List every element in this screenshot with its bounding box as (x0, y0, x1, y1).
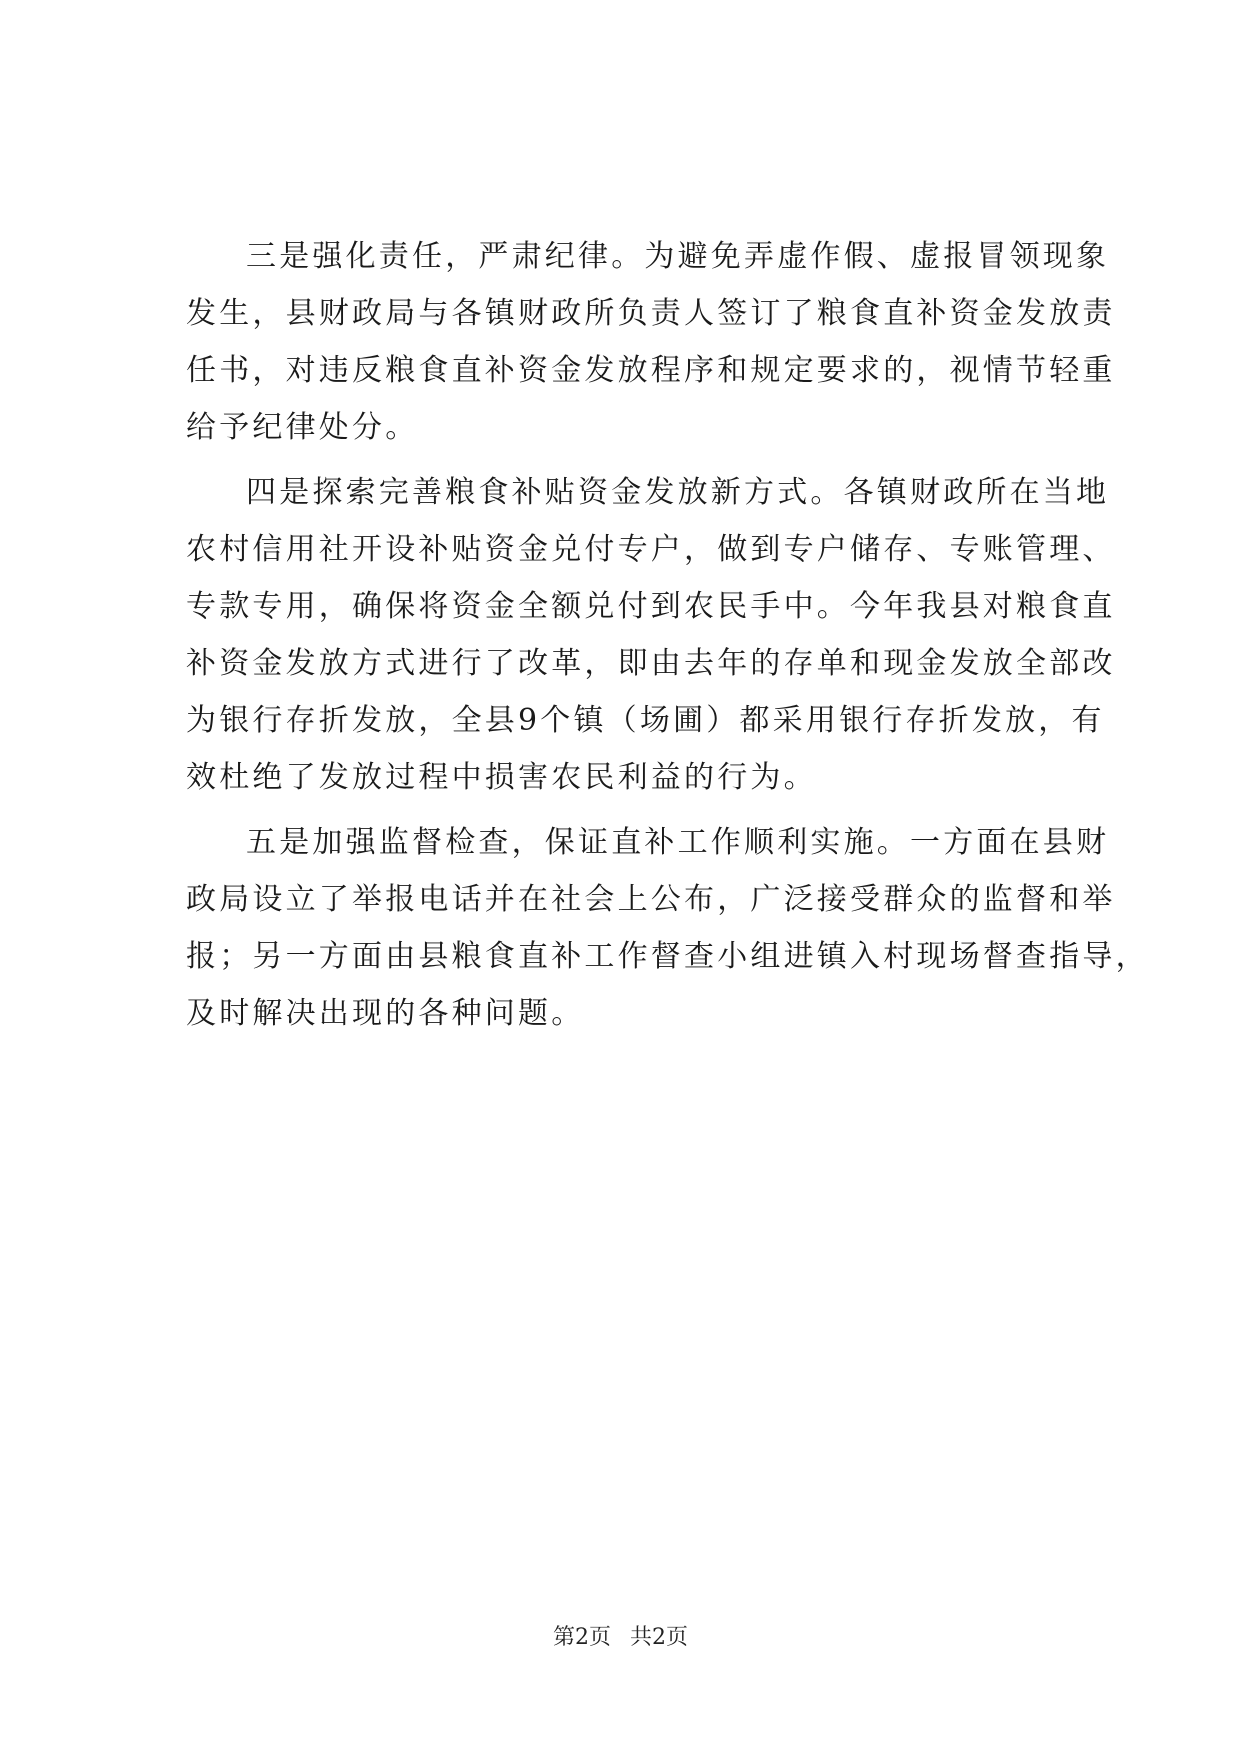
page-number-current: 第2页 (553, 1625, 611, 1650)
paragraph-responsibility (186, 228, 1116, 456)
paragraph-line: 任书，对违反粮食直补资金发放程序和规定要求的，视情节轻重 (186, 353, 1116, 388)
paragraph-line: 五是加强监督检查，保证直补工作顺利实施。一方面在县财 (246, 825, 1110, 860)
page-number-total: 共2页 (630, 1625, 688, 1650)
paragraph-line: 发生，县财政局与各镇财政所负责人签订了粮食直补资金发放责 (186, 296, 1116, 331)
paragraph-line: 政局设立了举报电话并在社会上公布，广泛接受群众的监督和举 (186, 882, 1116, 917)
paragraph-line: 报；另一方面由县粮食直补工作督查小组进镇入村现场督查指导， (186, 939, 1149, 974)
paragraph-line: 及时解决出现的各种问题。 (186, 996, 585, 1031)
paragraph-line: 给予纪律处分。 (186, 410, 419, 445)
paragraph-supervision (186, 814, 1149, 1042)
paragraph-line: 效杜绝了发放过程中损害农民利益的行为。 (186, 760, 817, 795)
page-footer (0, 1620, 1241, 1651)
document-body (186, 228, 1149, 1050)
paragraph-line: 三是强化责任，严肃纪律。为避免弄虚作假、虚报冒领现象 (246, 239, 1110, 274)
paragraph-line: 补资金发放方式进行了改革，即由去年的存单和现金发放全部改 (186, 646, 1116, 681)
paragraph-line: 四是探索完善粮食补贴资金发放新方式。各镇财政所在当地 (246, 475, 1110, 510)
paragraph-line: 为银行存折发放，全县9个镇（场圃）都采用银行存折发放，有 (186, 703, 1105, 738)
paragraph-line: 农村信用社开设补贴资金兑付专户，做到专户储存、专账管理、 (186, 532, 1116, 567)
paragraph-payment-method (186, 464, 1116, 806)
paragraph-line: 专款专用，确保将资金全额兑付到农民手中。今年我县对粮食直 (186, 589, 1116, 624)
